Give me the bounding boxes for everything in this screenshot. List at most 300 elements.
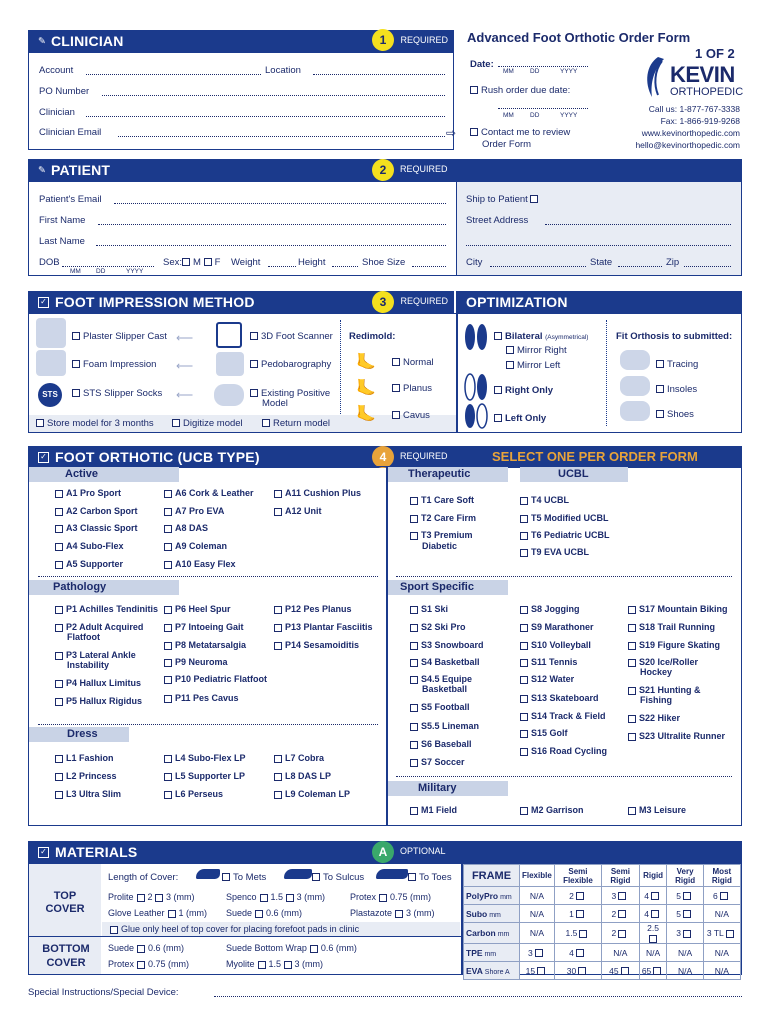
frame-option-cell[interactable]	[639, 887, 667, 905]
zip-field[interactable]	[684, 266, 731, 267]
orthotic-checkbox[interactable]	[628, 715, 636, 723]
cavus-option[interactable]	[392, 410, 430, 421]
frame-option-cell[interactable]	[639, 905, 667, 923]
orthotic-option[interactable]	[55, 696, 142, 706]
frame-checkbox[interactable]	[621, 967, 629, 975]
orthotic-option[interactable]	[520, 728, 568, 738]
frame-value: 4	[569, 947, 574, 958]
orthotic-checkbox[interactable]	[164, 606, 172, 614]
tracing-checkbox[interactable]	[656, 360, 664, 368]
orthotic-checkbox[interactable]	[520, 549, 528, 557]
orthotic-checkbox[interactable]	[274, 755, 282, 763]
orthotic-option[interactable]	[628, 604, 728, 614]
orthotic-option[interactable]	[520, 622, 594, 632]
orthotic-option[interactable]	[520, 547, 589, 557]
weight-field[interactable]	[268, 266, 296, 267]
account-field[interactable]	[86, 74, 261, 75]
orthotic-checkbox[interactable]	[520, 676, 528, 684]
orthotic-checkbox[interactable]	[520, 730, 528, 738]
plastazote-option[interactable]	[350, 908, 435, 918]
orthotic-checkbox[interactable]	[164, 490, 172, 498]
dob-label: DOB	[39, 257, 60, 268]
shoe-size-field[interactable]	[412, 266, 446, 267]
height-field[interactable]	[332, 266, 358, 267]
frame-checkbox[interactable]	[576, 910, 584, 918]
shoes-checkbox[interactable]	[656, 410, 664, 418]
orthotic-checkbox[interactable]	[520, 515, 528, 523]
frame-checkbox[interactable]	[726, 930, 734, 938]
cavus-checkbox[interactable]	[392, 411, 400, 419]
frame-checkbox[interactable]	[618, 892, 626, 900]
orthotic-checkbox[interactable]	[55, 606, 63, 614]
orthotic-checkbox[interactable]	[55, 652, 63, 660]
sts-checkbox[interactable]	[72, 389, 80, 397]
orthotic-checkbox[interactable]	[410, 659, 418, 667]
frame-checkbox[interactable]	[649, 935, 657, 943]
frame-checkbox[interactable]	[578, 967, 586, 975]
orthotic-checkbox[interactable]	[164, 508, 172, 516]
mets-checkbox[interactable]	[222, 873, 230, 881]
frame-checkbox[interactable]	[535, 949, 543, 957]
frame-checkbox[interactable]	[537, 967, 545, 975]
glove-option[interactable]	[108, 908, 207, 918]
clinician-email-field[interactable]	[118, 136, 445, 137]
mirror-right-option[interactable]	[506, 345, 567, 356]
orthotic-option[interactable]	[410, 757, 465, 767]
prolite-option[interactable]	[108, 892, 195, 902]
frame-option-cell[interactable]	[554, 962, 601, 980]
right-checkbox[interactable]	[494, 386, 502, 394]
brand-web[interactable]: www.kevinorthopedic.com	[641, 128, 740, 138]
orthotic-option[interactable]	[410, 657, 480, 667]
sex-f-checkbox[interactable]	[204, 258, 212, 266]
frame-checkbox[interactable]	[576, 892, 584, 900]
orthotic-checkbox[interactable]	[410, 723, 418, 731]
frame-checkbox[interactable]	[579, 930, 587, 938]
frame-checkbox[interactable]	[651, 892, 659, 900]
bilateral-checkbox[interactable]	[494, 332, 502, 340]
city-field[interactable]	[490, 266, 586, 267]
orthotic-option-continuation	[640, 695, 672, 705]
frame-option-cell[interactable]	[554, 944, 601, 962]
orthotic-option[interactable]	[274, 506, 322, 516]
sulcus-option[interactable]	[312, 872, 364, 883]
frame-checkbox[interactable]	[683, 930, 691, 938]
prolite-3-checkbox[interactable]	[155, 894, 163, 902]
orthotic-option[interactable]	[274, 640, 359, 650]
scanner-option[interactable]	[250, 331, 333, 342]
frame-checkbox[interactable]	[618, 930, 626, 938]
shoes-option[interactable]	[656, 409, 694, 420]
bottom-protex-checkbox[interactable]	[137, 961, 145, 969]
orthotic-option[interactable]	[520, 530, 610, 540]
rush-option[interactable]	[470, 85, 570, 96]
orthotic-checkbox[interactable]	[164, 561, 172, 569]
orthotic-checkbox[interactable]	[410, 515, 418, 523]
bottom-wrap-option[interactable]	[226, 943, 357, 953]
bsuede-option[interactable]	[108, 943, 184, 953]
orthotic-option-label: P3 Lateral Ankle	[66, 650, 136, 660]
plastazote-checkbox[interactable]	[395, 910, 403, 918]
orthotic-option-label: S5.5 Lineman	[421, 721, 480, 731]
myolite-15-checkbox[interactable]	[258, 961, 266, 969]
orthotic-option[interactable]	[55, 622, 143, 632]
orthotic-option[interactable]	[628, 731, 725, 741]
orthotic-option-label: S22 Hiker	[639, 713, 681, 723]
orthotic-option[interactable]	[164, 541, 227, 551]
orthotic-option[interactable]	[164, 559, 236, 569]
orthotic-option[interactable]	[164, 771, 245, 781]
frame-option-cell[interactable]	[667, 887, 703, 905]
orthotic-option-label: T4 UCBL	[531, 495, 569, 505]
frame-option-cell[interactable]	[602, 923, 640, 944]
frame-option-cell[interactable]	[554, 887, 601, 905]
bottom-wrap-checkbox[interactable]	[310, 945, 318, 953]
orthotic-checkbox[interactable]	[164, 525, 172, 533]
glue-option[interactable]	[110, 924, 359, 934]
orthotic-option[interactable]	[55, 650, 136, 660]
orthotic-checkbox[interactable]	[274, 508, 282, 516]
orthotic-option[interactable]	[55, 789, 121, 799]
spenco-3-checkbox[interactable]	[286, 894, 294, 902]
orthotic-option[interactable]	[520, 495, 569, 505]
digitize-checkbox[interactable]	[172, 419, 180, 427]
patient-email-field[interactable]	[114, 203, 446, 204]
orthotic-checkbox[interactable]	[274, 773, 282, 781]
street-field-2[interactable]	[466, 245, 731, 246]
orthotic-option[interactable]	[628, 685, 701, 695]
sts-option[interactable]	[72, 388, 162, 399]
orthotic-option[interactable]	[410, 604, 448, 614]
orthotic-checkbox[interactable]	[628, 687, 636, 695]
orthotic-option[interactable]	[520, 513, 609, 523]
orthotic-checkbox[interactable]	[164, 642, 172, 650]
mets-option[interactable]	[222, 872, 266, 883]
orthotic-option[interactable]	[520, 604, 580, 614]
return-option[interactable]	[262, 418, 330, 429]
left-checkbox[interactable]	[494, 414, 502, 422]
orthotic-option[interactable]	[164, 640, 246, 650]
orthotic-option[interactable]	[164, 506, 224, 516]
return-checkbox[interactable]	[262, 419, 270, 427]
orthotic-checkbox[interactable]	[410, 676, 418, 684]
orthotic-checkbox[interactable]	[628, 733, 636, 741]
orthotic-checkbox[interactable]	[55, 773, 63, 781]
orthotic-checkbox[interactable]	[520, 807, 528, 815]
orthotic-checkbox[interactable]	[55, 508, 63, 516]
orthotic-option[interactable]	[410, 805, 457, 815]
materials-title: MATERIALS	[55, 844, 138, 860]
plaster-checkbox[interactable]	[72, 332, 80, 340]
frame-option-cell[interactable]	[520, 944, 555, 962]
bprotex-option[interactable]	[108, 959, 189, 969]
special-instructions-field[interactable]	[214, 996, 742, 997]
orthotic-option[interactable]	[628, 640, 720, 650]
orthotic-option[interactable]	[274, 771, 331, 781]
planus-option[interactable]	[392, 383, 432, 394]
protex-option[interactable]	[350, 892, 431, 902]
myolite-3-checkbox[interactable]	[284, 961, 292, 969]
orthotic-checkbox[interactable]	[520, 713, 528, 721]
insoles-option[interactable]	[656, 384, 697, 395]
glue-checkbox[interactable]	[110, 926, 118, 934]
orthotic-checkbox[interactable]	[164, 543, 172, 551]
orthotic-checkbox[interactable]	[164, 624, 172, 632]
rush-checkbox[interactable]	[470, 86, 478, 94]
orthotic-checkbox[interactable]	[55, 791, 63, 799]
existing-checkbox[interactable]	[250, 389, 258, 397]
orthotic-checkbox[interactable]	[520, 497, 528, 505]
orthotic-checkbox[interactable]	[520, 748, 528, 756]
po-field[interactable]	[102, 95, 445, 96]
frame-option-cell[interactable]	[602, 887, 640, 905]
frame-checkbox[interactable]	[576, 949, 584, 957]
orthotic-option[interactable]	[520, 711, 606, 721]
orthotic-option-label: S6 Baseball	[421, 739, 472, 749]
prolite-2-checkbox[interactable]	[137, 894, 145, 902]
orthotic-option-label: S5 Football	[421, 702, 470, 712]
suede-checkbox[interactable]	[255, 910, 263, 918]
scanner-checkbox[interactable]	[250, 332, 258, 340]
orthotic-checkbox[interactable]	[55, 490, 63, 498]
first-name-field[interactable]	[98, 224, 446, 225]
toes-option[interactable]	[408, 872, 452, 883]
orthotic-option[interactable]	[274, 604, 352, 614]
orthotic-checkbox[interactable]	[410, 497, 418, 505]
orthotic-option[interactable]	[55, 523, 138, 533]
orthotic-checkbox[interactable]	[274, 642, 282, 650]
orthotic-option[interactable]	[410, 530, 473, 540]
ship-option[interactable]	[466, 194, 541, 205]
orthotic-checkbox[interactable]	[410, 807, 418, 815]
state-field[interactable]	[618, 266, 662, 267]
orthotic-option-label: S15 Golf	[531, 728, 568, 738]
orthotic-checkbox[interactable]	[55, 680, 63, 688]
orthotic-option[interactable]	[164, 488, 254, 498]
brand-email[interactable]: hello@kevinorthopedic.com	[635, 140, 740, 150]
orthotic-option[interactable]	[55, 506, 138, 516]
orthotic-checkbox[interactable]	[55, 525, 63, 533]
orthotic-option[interactable]	[164, 693, 239, 703]
check-icon: ✓	[38, 297, 49, 308]
orthotic-option[interactable]	[628, 805, 686, 815]
orthotic-checkbox[interactable]	[55, 561, 63, 569]
orthotic-option[interactable]	[410, 674, 472, 684]
frame-checkbox[interactable]	[653, 967, 661, 975]
suede-option[interactable]	[226, 908, 302, 918]
orthotic-option[interactable]	[164, 622, 244, 632]
orthotic-checkbox[interactable]	[520, 606, 528, 614]
mirror-left-option[interactable]	[506, 360, 560, 371]
street-field[interactable]	[545, 224, 731, 225]
orthotic-option[interactable]	[520, 674, 574, 684]
orthotic-option[interactable]	[164, 523, 208, 533]
myolite-option[interactable]	[226, 959, 323, 969]
orthotic-option[interactable]	[55, 559, 123, 569]
frame-option-cell[interactable]	[639, 923, 667, 944]
orthotic-checkbox[interactable]	[410, 704, 418, 712]
orthotic-checkbox[interactable]	[55, 698, 63, 706]
orthotic-option[interactable]	[55, 753, 114, 763]
orthotic-option[interactable]	[520, 746, 607, 756]
orthotic-checkbox[interactable]	[164, 676, 172, 684]
orthotic-option[interactable]	[410, 739, 472, 749]
orthotic-checkbox[interactable]	[520, 642, 528, 650]
orthotic-option-label: S2 Ski Pro	[421, 622, 466, 632]
orthotic-checkbox[interactable]	[164, 791, 172, 799]
orthotic-option[interactable]	[164, 604, 231, 614]
orthotic-checkbox[interactable]	[55, 755, 63, 763]
foam-impression-icon	[36, 350, 66, 376]
protex-checkbox[interactable]	[379, 894, 387, 902]
frame-option-cell[interactable]	[602, 962, 640, 980]
orthotic-checkbox[interactable]	[274, 791, 282, 799]
orthotic-option[interactable]	[520, 657, 577, 667]
pedo-option[interactable]	[250, 359, 331, 370]
orthotic-option[interactable]	[410, 513, 476, 523]
sulcus-checkbox[interactable]	[312, 873, 320, 881]
frame-option-cell[interactable]	[520, 962, 555, 980]
frame-value: 45	[609, 965, 619, 976]
divider	[606, 320, 607, 426]
orthotic-checkbox[interactable]	[410, 642, 418, 650]
orthotic-checkbox[interactable]	[628, 659, 636, 667]
orthotic-option[interactable]	[55, 604, 158, 614]
tracing-option[interactable]	[656, 359, 698, 370]
orthotic-checkbox[interactable]	[520, 695, 528, 703]
orthotic-checkbox[interactable]	[520, 624, 528, 632]
frame-option-cell[interactable]	[554, 905, 601, 923]
spenco-option[interactable]	[226, 892, 325, 902]
digitize-option[interactable]	[172, 418, 243, 429]
orthotic-option[interactable]	[628, 713, 680, 723]
orthotic-checkbox[interactable]	[520, 659, 528, 667]
orthotic-option[interactable]	[410, 640, 484, 650]
frame-checkbox[interactable]	[651, 910, 659, 918]
date-field[interactable]	[498, 66, 588, 67]
right-option[interactable]	[494, 385, 553, 396]
orthotic-option[interactable]	[55, 678, 141, 688]
orthotic-option[interactable]	[410, 495, 474, 505]
orthotic-checkbox[interactable]	[628, 807, 636, 815]
orthotic-option[interactable]	[164, 674, 267, 684]
pedo-checkbox[interactable]	[250, 360, 258, 368]
normal-option[interactable]	[392, 357, 434, 368]
orthotic-option[interactable]	[274, 789, 350, 799]
frame-option-cell[interactable]	[602, 905, 640, 923]
rush-date-field[interactable]	[498, 108, 588, 109]
contact-checkbox[interactable]	[470, 128, 478, 136]
orthotic-checkbox[interactable]	[164, 755, 172, 763]
planus-checkbox[interactable]	[392, 384, 400, 392]
foam-option[interactable]	[72, 359, 156, 370]
orthotic-option[interactable]	[164, 789, 223, 799]
orthotic-option[interactable]	[55, 541, 124, 551]
orthotic-option[interactable]	[520, 640, 591, 650]
mirror-right-checkbox[interactable]	[506, 346, 514, 354]
frame-option-cell[interactable]	[703, 923, 740, 944]
orthotic-option[interactable]	[164, 753, 246, 763]
orthotic-checkbox[interactable]	[410, 759, 418, 767]
store-option[interactable]	[36, 418, 154, 429]
dd-hint: DD	[530, 68, 540, 75]
frame-checkbox[interactable]	[618, 910, 626, 918]
orthotic-option[interactable]	[274, 622, 373, 632]
frame-checkbox[interactable]	[683, 892, 691, 900]
normal-checkbox[interactable]	[392, 358, 400, 366]
sex-m-checkbox[interactable]	[182, 258, 190, 266]
spenco-15-checkbox[interactable]	[260, 894, 268, 902]
mirror-left-checkbox[interactable]	[506, 361, 514, 369]
orthotic-checkbox[interactable]	[55, 624, 63, 632]
left-option[interactable]	[494, 413, 546, 424]
store-checkbox[interactable]	[36, 419, 44, 427]
frame-option-cell[interactable]	[554, 923, 601, 944]
orthotic-checkbox[interactable]	[164, 659, 172, 667]
frame-option-cell[interactable]	[639, 962, 667, 980]
orthotic-option[interactable]	[55, 488, 121, 498]
orthotic-option[interactable]	[164, 657, 228, 667]
frame-checkbox[interactable]	[720, 892, 728, 900]
contact-option[interactable]	[470, 127, 570, 138]
orthotic-checkbox[interactable]	[164, 695, 172, 703]
frame-value: 2	[611, 908, 617, 919]
orthotic-checkbox[interactable]	[520, 532, 528, 540]
frame-option-cell[interactable]	[703, 887, 740, 905]
plastazote-label: Plastazote	[350, 908, 393, 918]
orthotic-option[interactable]	[410, 721, 479, 731]
orthotic-checkbox[interactable]	[274, 490, 282, 498]
orthotic-checkbox[interactable]	[164, 773, 172, 781]
orthotic-checkbox[interactable]	[410, 741, 418, 749]
frame-option-cell[interactable]	[667, 905, 703, 923]
orthotic-option[interactable]	[274, 488, 361, 498]
insoles-checkbox[interactable]	[656, 385, 664, 393]
orthotic-checkbox[interactable]	[274, 624, 282, 632]
orthotic-option[interactable]	[520, 805, 584, 815]
last-name-field[interactable]	[96, 245, 446, 246]
orthotic-checkbox[interactable]	[274, 606, 282, 614]
orthotic-option[interactable]	[628, 657, 698, 667]
bottom-suede-checkbox[interactable]	[137, 945, 145, 953]
orthotic-checkbox[interactable]	[628, 624, 636, 632]
orthotic-checkbox[interactable]	[410, 532, 418, 540]
frame-option-cell[interactable]	[667, 923, 703, 944]
orthotic-option[interactable]	[410, 702, 470, 712]
plaster-option[interactable]	[72, 331, 167, 342]
foam-checkbox[interactable]	[72, 360, 80, 368]
orthotic-option[interactable]	[274, 753, 324, 763]
orthotic-option-label: P10 Pediatric Flatfoot	[175, 674, 268, 684]
location-field[interactable]	[313, 74, 445, 75]
ship-checkbox[interactable]	[530, 195, 538, 203]
orthotic-checkbox[interactable]	[628, 606, 636, 614]
orthotic-checkbox[interactable]	[410, 606, 418, 614]
orthotic-option[interactable]	[410, 622, 466, 632]
orthotic-option[interactable]	[628, 622, 715, 632]
glove-checkbox[interactable]	[168, 910, 176, 918]
bilateral-option[interactable]	[494, 331, 588, 342]
orthotic-checkbox[interactable]	[628, 642, 636, 650]
clinician-field[interactable]	[86, 116, 445, 117]
frame-checkbox[interactable]	[683, 910, 691, 918]
orthotic-checkbox[interactable]	[55, 543, 63, 551]
toes-checkbox[interactable]	[408, 873, 416, 881]
orthotic-option[interactable]	[520, 693, 599, 703]
orthotic-checkbox[interactable]	[410, 624, 418, 632]
dob-field[interactable]	[62, 266, 154, 267]
orthotic-option[interactable]	[55, 771, 117, 781]
